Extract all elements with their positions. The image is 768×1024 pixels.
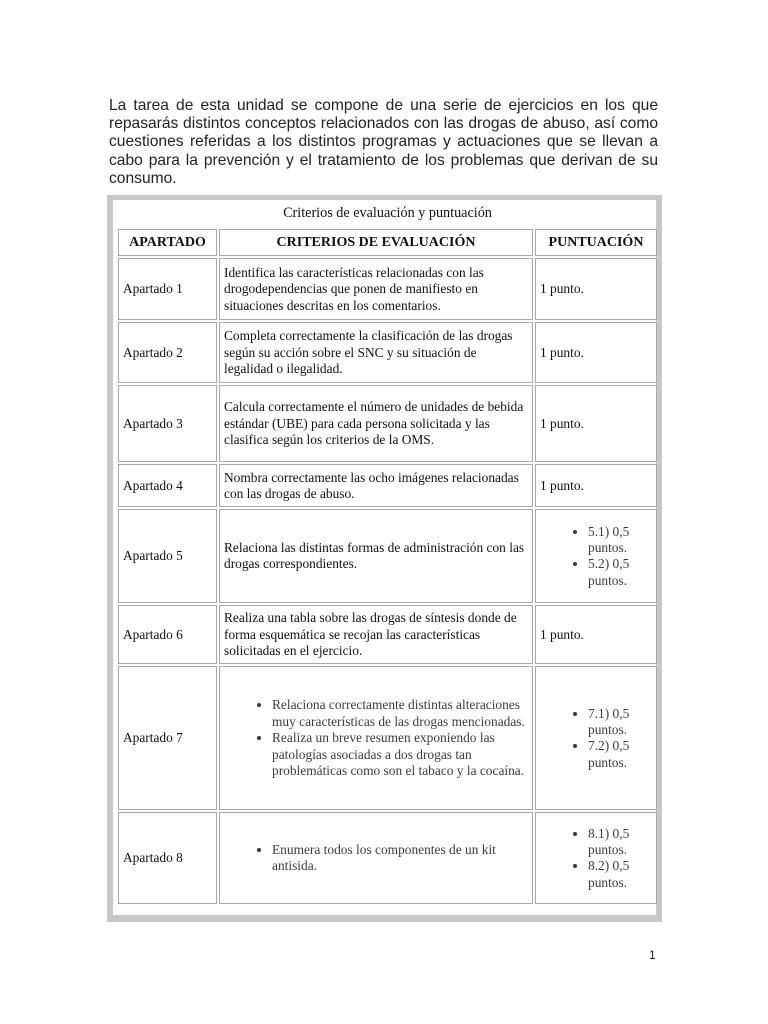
puntuacion-cell: 1 punto. [535,605,657,664]
puntuacion-cell: 1 punto. [535,322,657,383]
puntuacion-item: • 5.2) 0,5 puntos. [588,556,652,589]
puntuacion-item: • 8.1) 0,5 puntos. [588,826,652,859]
table-caption: Criterios de evaluación y puntuación [283,205,492,221]
apartado-cell: Apartado 8 [118,812,217,904]
apartado-cell: Apartado 1 [118,258,217,320]
puntuacion-list [540,826,652,892]
puntuacion-cell [535,666,657,810]
criterio-cell: Identifica las características relacionadas con las drogodependencias que ponen de manifiesto en situaciones descritas en los comentarios. [219,258,533,320]
apartado-cell: Apartado 2 [118,322,217,383]
page-number: 1 [649,948,656,962]
puntuacion-item: • 8.2) 0,5 puntos. [588,858,652,891]
table-row [118,464,657,507]
puntuacion-list [540,524,652,590]
header-puntuacion: PUNTUACIÓN [535,229,657,256]
table-row [118,258,657,320]
table-row [118,605,657,664]
puntuacion-cell [535,812,657,904]
apartado-cell: Apartado 3 [118,385,217,462]
criterio-item: • Enumera todos los componentes de un kit antisida. [272,842,528,875]
apartado-cell: Apartado 4 [118,464,217,507]
table-row [118,666,657,810]
intro-paragraph: La tarea de esta unidad se compone de una serie de ejercicios en los que repasarás distintos conceptos relacionados con las drogas de abuso, así como cuestiones referidas a los distintos programas y actuaciones que se llevan a cabo para la prevención y el tratamiento de los problemas que derivan de su consumo. [109,97,658,187]
header-criterios: CRITERIOS DE EVALUACIÓN [219,229,533,256]
puntuacion-list [540,706,652,772]
puntuacion-cell [535,509,657,603]
table-row [118,385,657,462]
header-apartado: APARTADO [118,229,217,256]
evaluation-table [116,205,659,906]
criterio-cell [219,812,533,904]
table-row [118,812,657,904]
puntuacion-cell: 1 punto. [535,464,657,507]
criterio-cell [219,666,533,810]
apartado-cell: Apartado 6 [118,605,217,664]
apartado-cell: Apartado 5 [118,509,217,603]
puntuacion-cell: 1 punto. [535,385,657,462]
criterio-list [224,697,528,779]
puntuacion-item: • 7.1) 0,5 puntos. [588,706,652,739]
criterio-cell: Completa correctamente la clasificación de las drogas según su acción sobre el SNC y su situación de legalidad o ilegalidad. [219,322,533,383]
table-header-row [118,229,657,256]
puntuacion-item: • 7.2) 0,5 puntos. [588,738,652,771]
evaluation-table-frame [107,195,662,922]
table-row [118,509,657,603]
apartado-cell: Apartado 7 [118,666,217,810]
criterio-cell: Calcula correctamente el número de unidades de bebida estándar (UBE) para cada persona solicitada y las clasifica según los criterios de la OMS. [219,385,533,462]
criterio-cell: Nombra correctamente las ocho imágenes relacionadas con las drogas de abuso. [219,464,533,507]
criterio-item: • Relaciona correctamente distintas alteraciones muy características de las drogas mencionadas. [272,697,528,730]
criterio-list [224,842,528,875]
criterio-cell: Realiza una tabla sobre las drogas de síntesis donde de forma esquemática se recojan las características solicitadas en el ejercicio. [219,605,533,664]
puntuacion-item: • 5.1) 0,5 puntos. [588,524,652,557]
puntuacion-cell: 1 punto. [535,258,657,320]
criterio-cell: Relaciona las distintas formas de administración con las drogas correspondientes. [219,509,533,603]
table-row [118,322,657,383]
criterio-item: • Realiza un breve resumen exponiendo las patologías asociadas a dos drogas tan problemáticas como son el tabaco y la cocaína. [272,730,528,779]
